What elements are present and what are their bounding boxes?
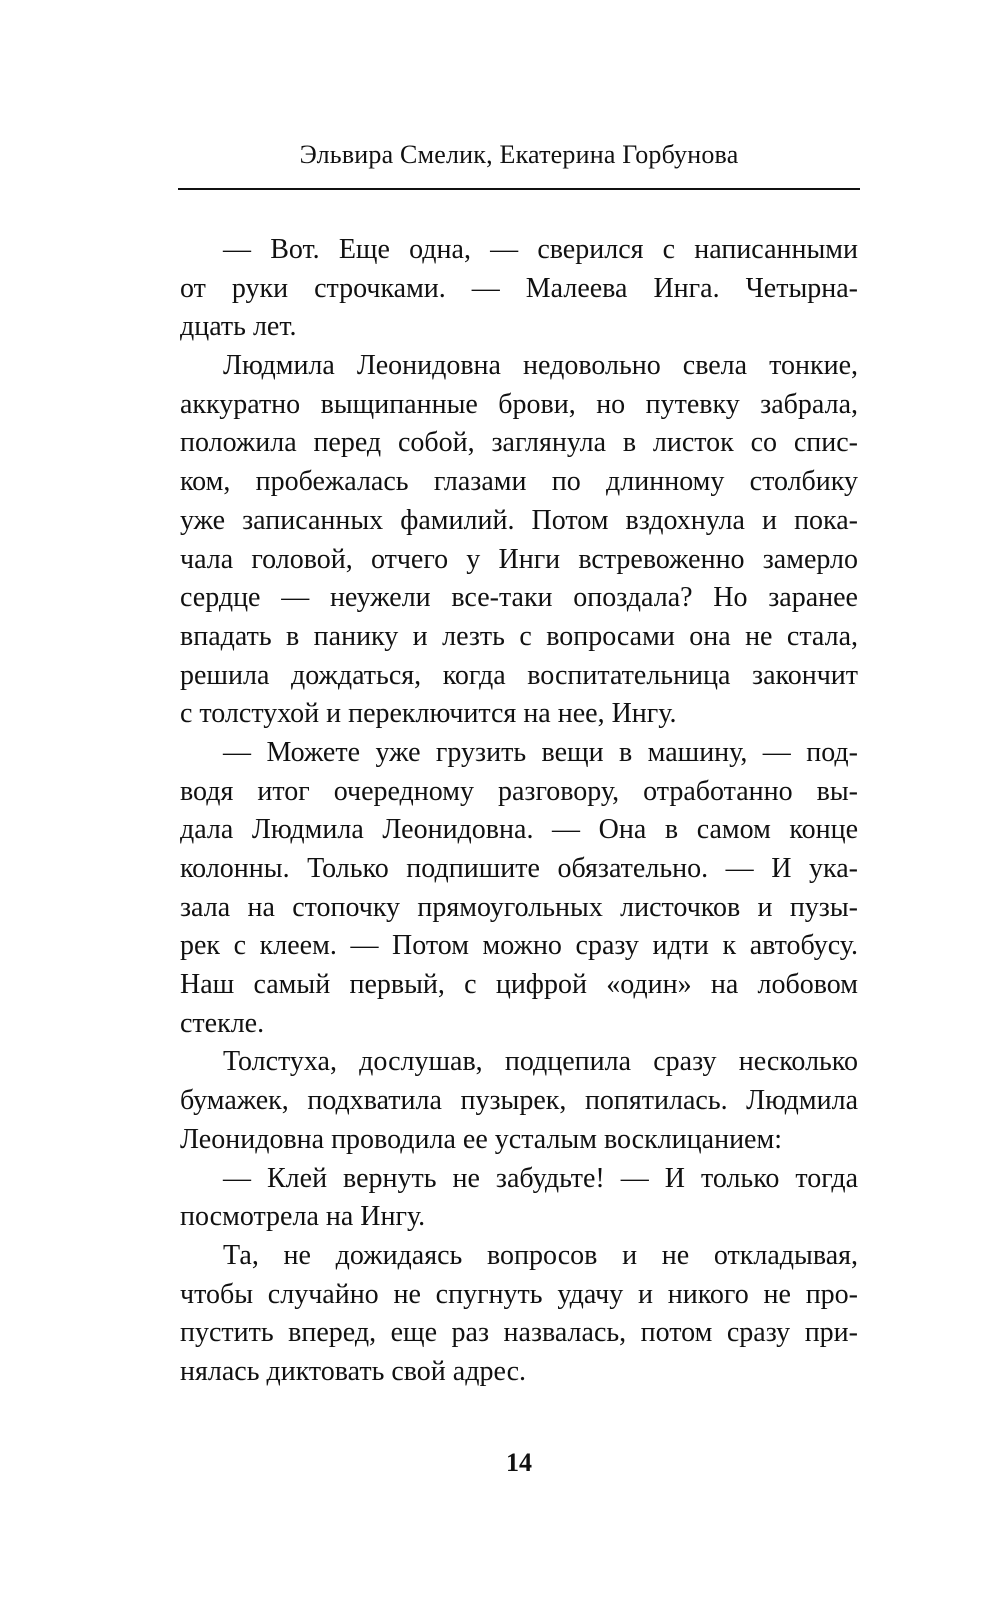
text-line: дала Людмила Леонидовна. — Она в самом конце (180, 814, 858, 846)
text-line: сердце — неужели все-таки опоздала? Но заранее (180, 582, 858, 614)
text-line: впадать в панику и лезть с вопросами она не стала, (180, 620, 858, 652)
text-line: бумажек, подхватила пузырек, попятилась. Людмила (180, 1085, 858, 1117)
text-line: с толстухой и переключится на нее, Ингу. (180, 698, 677, 730)
text-line: Та, не дожидаясь вопросов и не откладывая, (223, 1239, 858, 1271)
text-line: пустить вперед, еще раз назвалась, потом сразу при- (180, 1317, 858, 1349)
text-line: Леонидовна проводила ее усталым восклицанием: (180, 1123, 782, 1155)
text-line: Наш самый первый, с цифрой «один» на лобовом (180, 969, 858, 1001)
text-line: решила дождаться, когда воспитательница закончит (180, 659, 858, 691)
text-line: нялась диктовать свой адрес. (180, 1355, 527, 1387)
text-line: ком, пробежалась глазами по длинному столбику (180, 466, 858, 498)
text-line: посмотрела на Ингу. (180, 1201, 426, 1233)
text-line: дцать лет. (180, 311, 297, 343)
header-rule (178, 188, 860, 190)
text-line: уже записанных фамилий. Потом вздохнула и пока- (180, 504, 858, 536)
text-line: Толстуха, дослушав, подцепила сразу несколько (223, 1046, 858, 1078)
text-line: стекле. (180, 1007, 265, 1039)
text-line: аккуратно выщипанные брови, но путевку забрала, (180, 388, 858, 420)
text-line: — Клей вернуть не забудьте! — И только тогда (223, 1162, 858, 1194)
text-line: положила перед собой, заглянула в листок со спис- (180, 427, 858, 459)
text-line: чала головой, отчего у Инги встревоженно замерло (180, 543, 858, 575)
page-number: 14 (506, 1448, 532, 1477)
running-head: Эльвира Смелик, Екатерина Горбунова (299, 140, 739, 169)
text-line: Людмила Леонидовна недовольно свела тонкие, (223, 350, 858, 382)
text-line: — Можете уже грузить вещи в машину, — под- (223, 736, 858, 768)
text-line: — Вот. Еще одна, — сверился с написанными (223, 234, 858, 265)
text-line: чтобы случайно не спугнуть удачу и никого не про- (180, 1278, 858, 1310)
text-line: зала на стопочку прямоугольных листочков и пузы- (180, 891, 858, 923)
text-line: колонны. Только подпишите обязательно. — И ука- (180, 853, 858, 884)
text-line: водя итог очередному разговору, отработанно вы- (180, 775, 858, 807)
body-text (180, 231, 858, 1392)
text-line: рек с клеем. — Потом можно сразу идти к автобусу. (180, 930, 858, 962)
text-line: от руки строчками. — Малеева Инга. Четырна- (180, 272, 858, 304)
